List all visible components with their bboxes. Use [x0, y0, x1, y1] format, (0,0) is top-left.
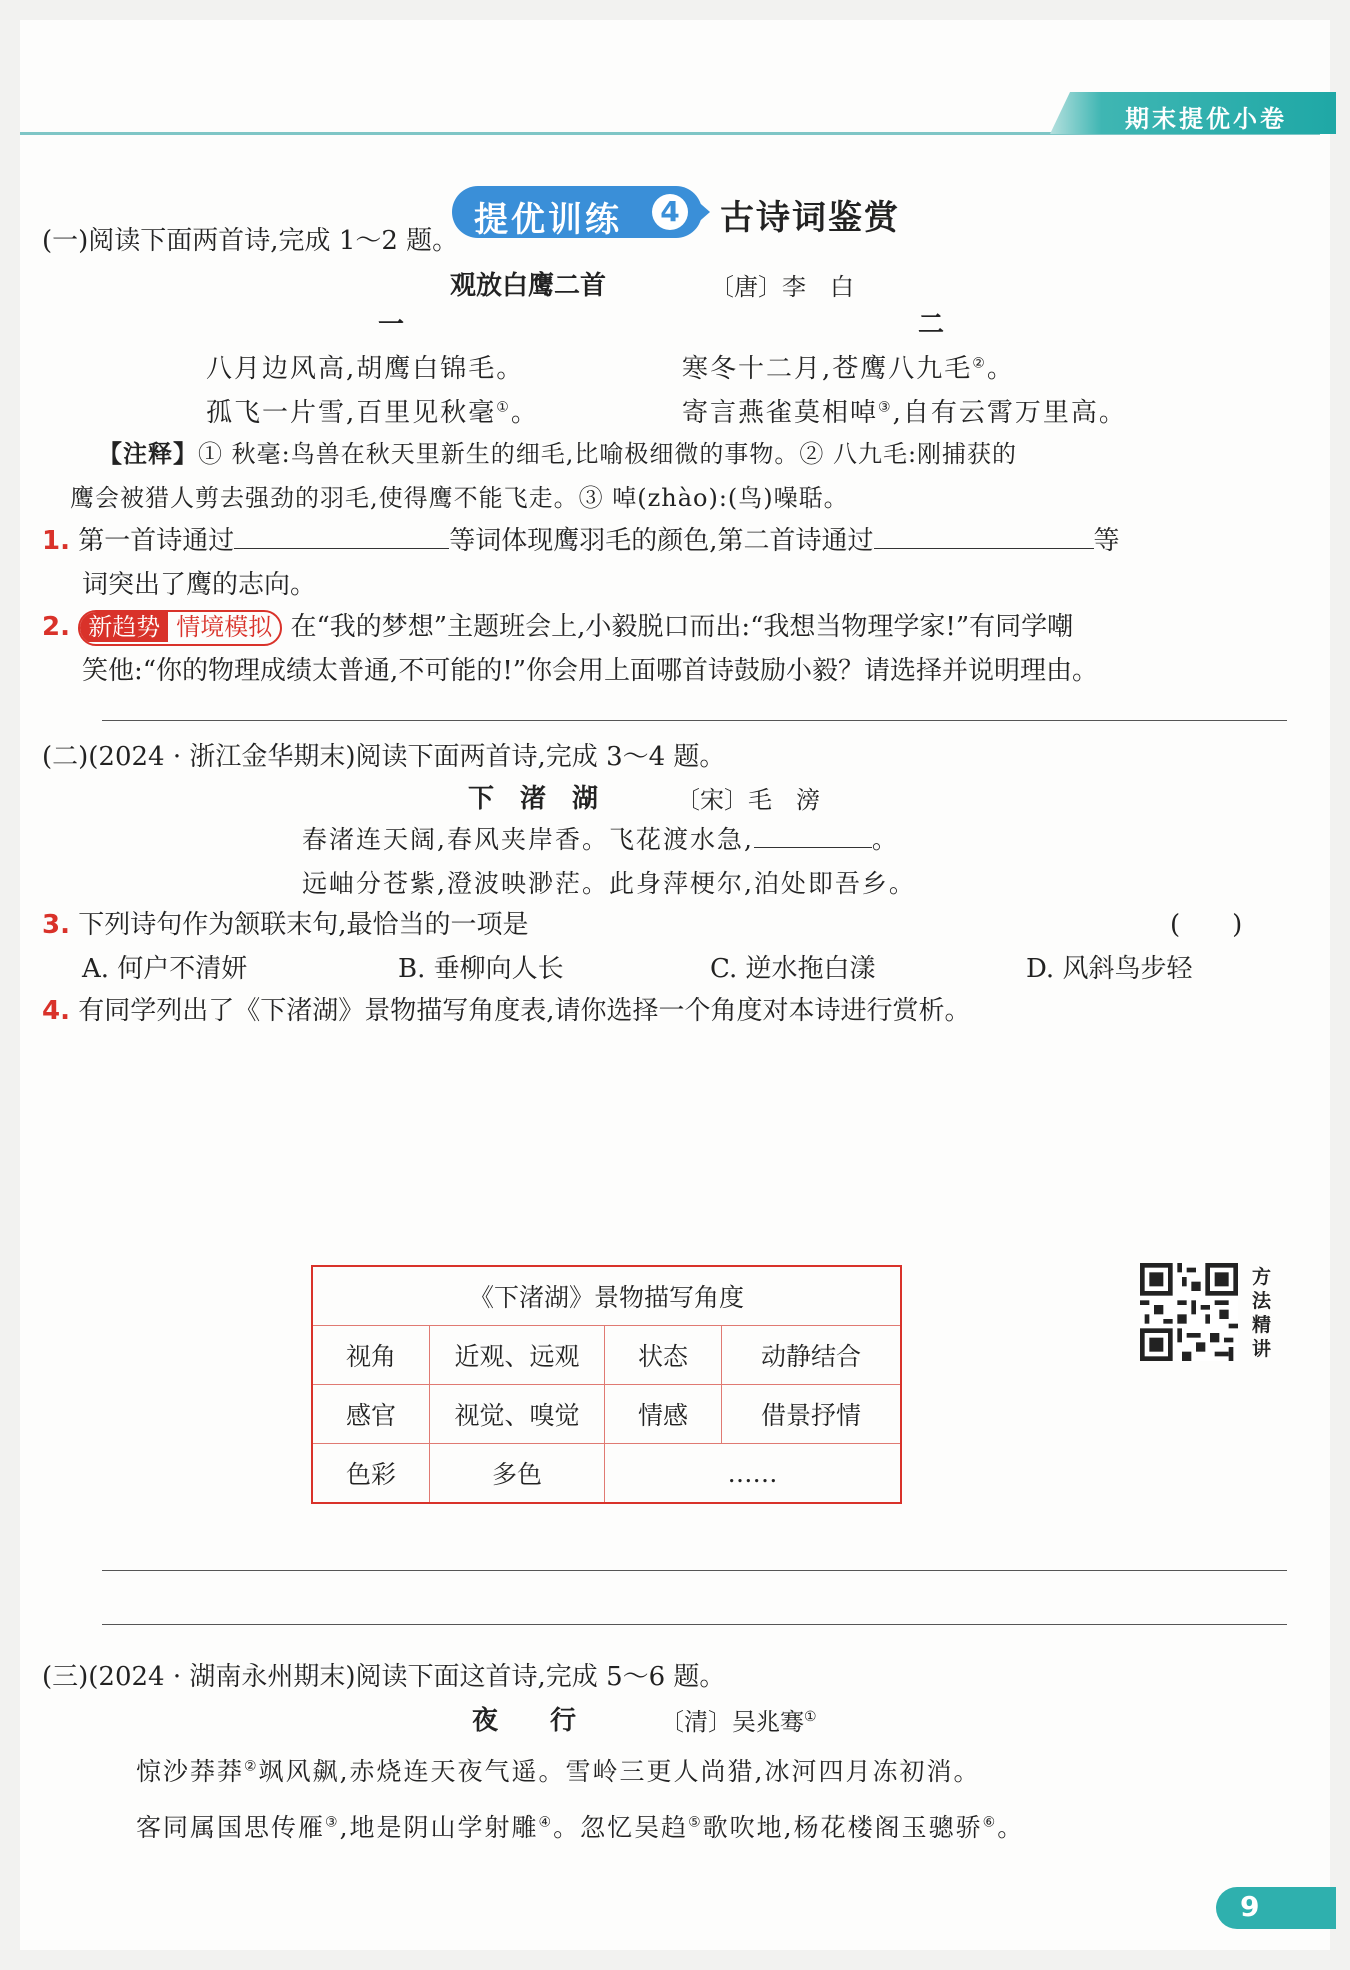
- table-cell: 近观、远观: [430, 1326, 605, 1385]
- notes-text1: ① 秋毫:鸟兽在秋天里新生的细毛,比喻极细微的事物。② 八九毛:刚捕获的: [198, 440, 1018, 468]
- qr-code-icon[interactable]: [1140, 1263, 1238, 1361]
- question-3-answer-paren[interactable]: ( ): [1170, 910, 1243, 940]
- poem1-part2-line1-end: 。: [986, 354, 1015, 384]
- trend-badge: [78, 610, 282, 646]
- question-4: [42, 990, 971, 1027]
- footnote-ref: ①: [804, 1709, 817, 1725]
- poem1-part1-line1: 八月边风高,胡鹰白锦毛。: [206, 354, 525, 384]
- poem2-line1-end: 。: [871, 825, 899, 854]
- poem2-line1-text: 春渚连天阔,春风夹岸香。飞花渡水急,: [302, 825, 754, 854]
- table-header-row: [312, 1266, 901, 1326]
- option-d[interactable]: D. 风斜鸟步轻: [1026, 954, 1193, 984]
- question-3-text: 下列诗句作为颔联末句,最恰当的一项是: [78, 910, 529, 940]
- table-row: [312, 1326, 901, 1385]
- option-a[interactable]: A. 何户不清妍: [82, 954, 248, 984]
- section3-heading: (三)(2024 · 湖南永州期末)阅读下面这首诗,完成 5～6 题。: [42, 1662, 726, 1692]
- description-angle-table: [311, 1265, 902, 1504]
- section1-heading: (一)阅读下面两首诗,完成 1～2 题。: [42, 226, 459, 256]
- poem3-line1: [136, 1752, 980, 1788]
- poem1-part1-line2-text: 孤飞一片雪,百里见秋毫: [206, 398, 497, 428]
- poem2-line1: [302, 820, 899, 856]
- poem1-part2-label: 二: [918, 310, 945, 340]
- poem3-line2-text-c: 。忽忆吴趋: [553, 1813, 689, 1842]
- poem3-line2-text-b: ,地是阴山学射雕: [339, 1813, 539, 1842]
- table-cell: 多色: [430, 1444, 605, 1504]
- table-cell: 视觉、嗅觉: [430, 1385, 605, 1444]
- poem1-part2-line1: [682, 348, 1015, 385]
- question-3: [42, 904, 529, 941]
- poem1-part2-line2: [682, 392, 1127, 429]
- poem1-part1-label: 一: [378, 310, 405, 340]
- poem3-line2: [136, 1808, 1024, 1844]
- question-1: [42, 520, 1120, 557]
- question-4-number: 4.: [42, 996, 70, 1026]
- question-1-number: 1.: [42, 526, 70, 556]
- question-2-line2: 笑他:“你的物理成绩太普通,不可能的!”你会用上面哪首诗鼓励小毅？请选择并说明理由。: [82, 656, 1099, 686]
- table-title: 《下渚湖》景物描写角度: [312, 1266, 901, 1326]
- poem1-author: 〔唐〕李 白: [710, 273, 854, 301]
- footnote-ref: ②: [972, 355, 987, 372]
- table-cell: ……: [605, 1444, 902, 1504]
- notes-label: 【注释】: [98, 440, 198, 468]
- notes-line2: 鹰会被猎人剪去强劲的羽毛,使得鹰不能飞走。③ 啅(zhào):(鸟)噪聒。: [70, 484, 849, 512]
- poem3-title: 夜 行: [472, 1706, 577, 1736]
- question-1-blank-1[interactable]: [234, 522, 449, 549]
- page-number-tab: [1216, 1887, 1336, 1929]
- title-number-badge: 4: [652, 194, 688, 230]
- question-1-blank-2[interactable]: [874, 522, 1094, 549]
- poem2-title: 下 渚 湖: [468, 784, 599, 814]
- notes-line1: [98, 434, 1017, 469]
- option-c[interactable]: C. 逆水拖白漾: [710, 954, 876, 984]
- poem1-part1-line2-end: 。: [510, 398, 539, 428]
- qr-caption: 方法精讲: [1252, 1266, 1272, 1360]
- question-4-text: 有同学列出了《下渚湖》景物描写角度表,请你选择一个角度对本诗进行赏析。: [78, 996, 971, 1026]
- question-1-text-b: 等词体现鹰羽毛的颜色,第二首诗通过: [449, 526, 874, 556]
- trend-badge-label: 新趋势: [80, 612, 168, 642]
- poem2-line2: 远岫分苍紫,澄波映渺茫。此身萍梗尔,泊处即吾乡。: [302, 869, 916, 898]
- poem1-part2-line1-text: 寒冬十二月,苍鹰八九毛: [682, 354, 973, 384]
- poem3-line2-text-e: 。: [997, 1813, 1025, 1842]
- title-main: 提优训练: [474, 200, 622, 240]
- poem2-author: 〔宋〕毛 滂: [676, 786, 820, 814]
- question-3-number: 3.: [42, 910, 70, 940]
- poem1-part1-line2: [206, 392, 539, 429]
- poem3-line2-text-a: 客同属国思传雁: [136, 1813, 326, 1842]
- footnote-ref: ⑥: [982, 1814, 998, 1831]
- poem3-line2-text-d: 歌吹地,杨花楼阁玉骢骄: [702, 1813, 983, 1842]
- answer-line[interactable]: [102, 1570, 1287, 1571]
- footnote-ref: ②: [244, 1758, 259, 1775]
- header-tab-label: 期末提优小卷: [1125, 105, 1287, 133]
- table-cell: 状态: [605, 1326, 722, 1385]
- poem1-title: 观放白鹰二首: [450, 271, 607, 301]
- table-row: [312, 1385, 901, 1444]
- answer-line[interactable]: [102, 1624, 1287, 1625]
- page: [20, 20, 1330, 1950]
- table-cell: 感官: [312, 1385, 430, 1444]
- title-pill: [452, 186, 702, 238]
- footnote-ref: ③: [325, 1814, 340, 1831]
- page-number: 9: [1240, 1890, 1260, 1923]
- footnote-ref: ③: [878, 399, 893, 416]
- poem2-blank[interactable]: [754, 821, 872, 848]
- footnote-ref: ⑤: [688, 1814, 703, 1831]
- poem1-part2-line2-text: 寄言燕雀莫相啅: [682, 398, 879, 428]
- footnote-ref: ①: [496, 399, 511, 416]
- table-row: [312, 1444, 901, 1504]
- question-2-text-a: 在“我的梦想”主题班会上,小毅脱口而出:“我想当物理学家!”有同学嘲: [290, 612, 1074, 642]
- poem3-author: [660, 1702, 817, 1737]
- poem1-part2-line2-end: ,自有云霄万里高。: [892, 398, 1127, 428]
- poem3-line1-text-b: 飒风飙,赤烧连天夜气遥。雪岭三更人尚猎,冰河四月冻初消。: [258, 1757, 981, 1786]
- scenario-badge-label: 情境模拟: [176, 613, 273, 641]
- option-b[interactable]: B. 垂柳向人长: [398, 954, 564, 984]
- title-subject: 古诗词鉴赏: [720, 198, 900, 238]
- poem3-author-text: 〔清〕吴兆骞: [660, 1708, 804, 1736]
- question-2-number: 2.: [42, 612, 70, 642]
- table-cell: 色彩: [312, 1444, 430, 1504]
- question-2: [42, 606, 1073, 646]
- section2-heading: (二)(2024 · 浙江金华期末)阅读下面两首诗,完成 3～4 题。: [42, 742, 726, 772]
- footnote-ref: ④: [538, 1814, 554, 1831]
- question-1-text-c: 等: [1093, 526, 1120, 556]
- poem3-line1-text-a: 惊沙莽莽: [136, 1757, 245, 1786]
- question-1-line2: 词突出了鹰的志向。: [82, 570, 317, 600]
- title-arrow-icon: [694, 198, 710, 226]
- question-1-text-a: 第一首诗通过: [78, 526, 235, 556]
- table-cell: 情感: [605, 1385, 722, 1444]
- table-cell: 动静结合: [722, 1326, 902, 1385]
- answer-line[interactable]: [102, 720, 1287, 721]
- table-cell: 借景抒情: [722, 1385, 902, 1444]
- table-cell: 视角: [312, 1326, 430, 1385]
